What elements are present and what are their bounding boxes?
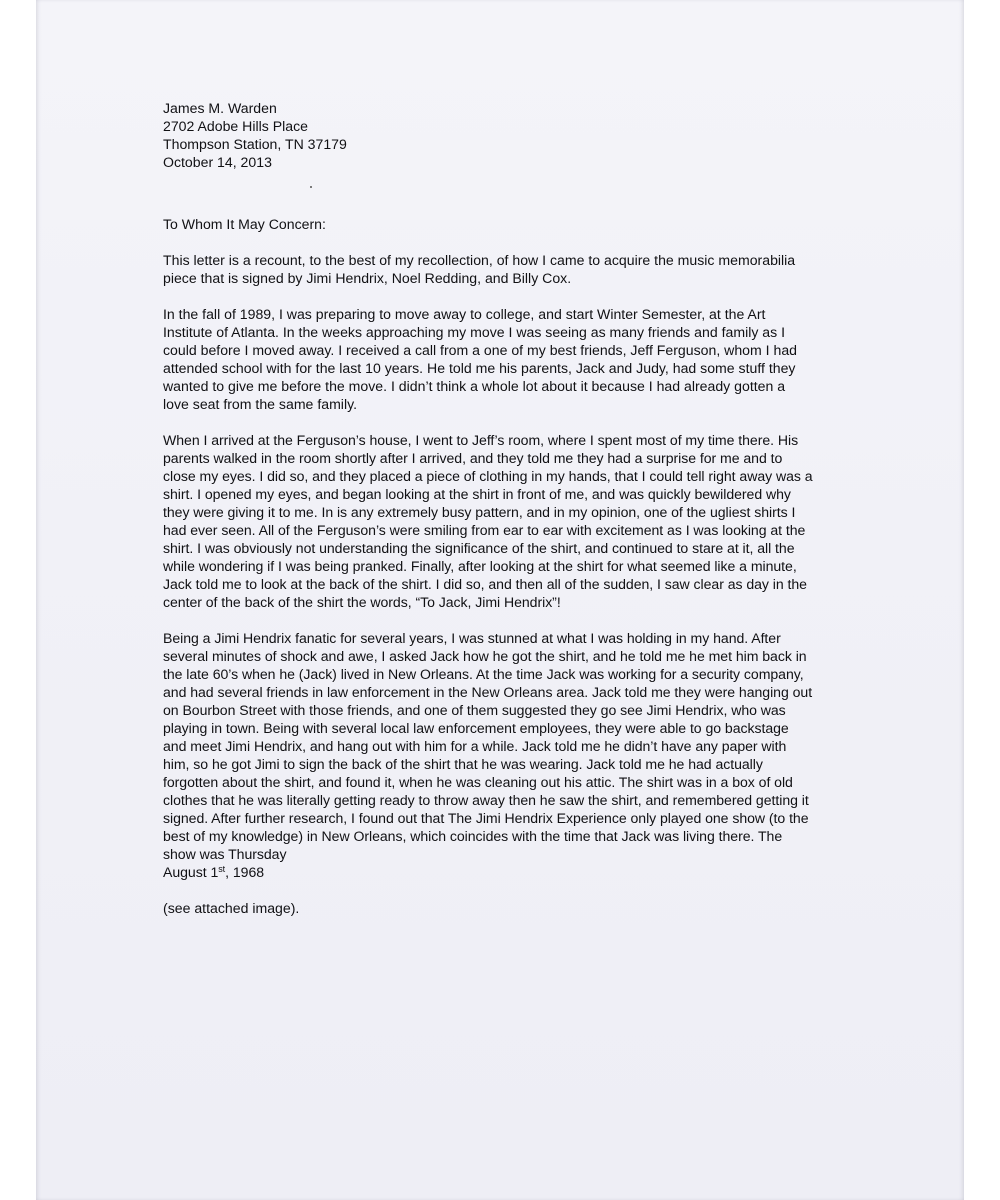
sender-street: 2702 Adobe Hills Place (163, 118, 308, 134)
sender-city-line: Thompson Station, TN 37179 (163, 136, 347, 152)
paragraph-fanatic (163, 629, 813, 881)
show-date-suffix: st (218, 864, 226, 874)
sender-name: James M. Warden (163, 100, 277, 116)
salutation: To Whom It May Concern: (163, 216, 326, 232)
show-date (163, 864, 264, 880)
paragraph-closing: (see attached image). (163, 900, 300, 916)
letter-date: October 14, 2013 (163, 154, 272, 170)
paragraph-arrival: When I arrived at the Ferguson’s house, I went to Jeff’s room, where I spent most of my time there. His parents walked in the room shortly after I arrived, and they told me they had a surprise for me and to close my eyes. I did so, and they placed a piece of clothing in my hands, that I could tell right away was a shirt. I opened my eyes, and began looking at the shirt in front of me, and was quickly bewildered why they were giving it to me. In is any extremely busy pattern, and in my opinion, one of the ugliest shirts I had ever seen. All of the Ferguson’s were smiling from ear to ear with excitement as I was looking at the shirt. I was obviously not understanding the significance of the shirt, and continued to stare at it, all the while wondering if I was being pranked. Finally, after looking at the shirt for what seemed like a minute, Jack told me to look at the back of the shirt. I did so, and then all of the sudden, I saw clear as day in the center of the back of the shirt the words, “To Jack, Jimi Hendrix”! (163, 432, 813, 610)
show-date-year: , 1968 (225, 864, 265, 880)
paragraph-fanatic-text: Being a Jimi Hendrix fanatic for several years, I was stunned at what I was holding in my hand. After several minutes of shock and awe, I asked Jack how he got the shirt, and he told me he met him back in the late 60’s when he (Jack) lived in New Orleans. At the time Jack was working for a security company, and had several friends in law enforcement in the New Orleans area. Jack told me they were hanging out on Bourbon Street with those friends, and one of them suggested they go see Jimi Hendrix, who was playing in town. Being with several local law enforcement employees, they were able to go backstage and meet Jimi Hendrix, and hang out with him for a while. Jack told me he didn’t have any paper with him, so he got Jimi to sign the back of the shirt that he was wearing. Jack told me he had actually forgotten about the shirt, and found it, when he was cleaning out his attic. The shirt was in a box of old clothes that he was literally getting ready to throw away then he saw the shirt, and remembered getting it signed. After further research, I found out that The Jimi Hendrix Experience only played one show (to the best of my knowledge) in New Orleans, which coincides with the time that Jack was living there. The show was Thursday (163, 630, 813, 862)
sender-address (163, 99, 813, 171)
letter-body (163, 99, 813, 917)
paragraph-intro: This letter is a recount, to the best of my recollection, of how I came to acquire the music memorabilia piece that is signed by Jimi Hendrix, Noel Redding, and Billy Cox. (163, 252, 796, 286)
paragraph-fall-1989: In the fall of 1989, I was preparing to move away to college, and start Winter Semester, at the Art Institute of Atlanta. In the weeks approaching my move I was seeing as many friends and family as I could before I moved away. I received a call from a one of my best friends, Jeff Ferguson, whom I had attended school with for the last 10 years. He told me his parents, Jack and Judy, had some stuff they wanted to give me before the move. I didn’t think a whole lot about it because I had already gotten a love seat from the same family. (163, 306, 798, 412)
show-date-prefix: August 1 (163, 864, 219, 880)
